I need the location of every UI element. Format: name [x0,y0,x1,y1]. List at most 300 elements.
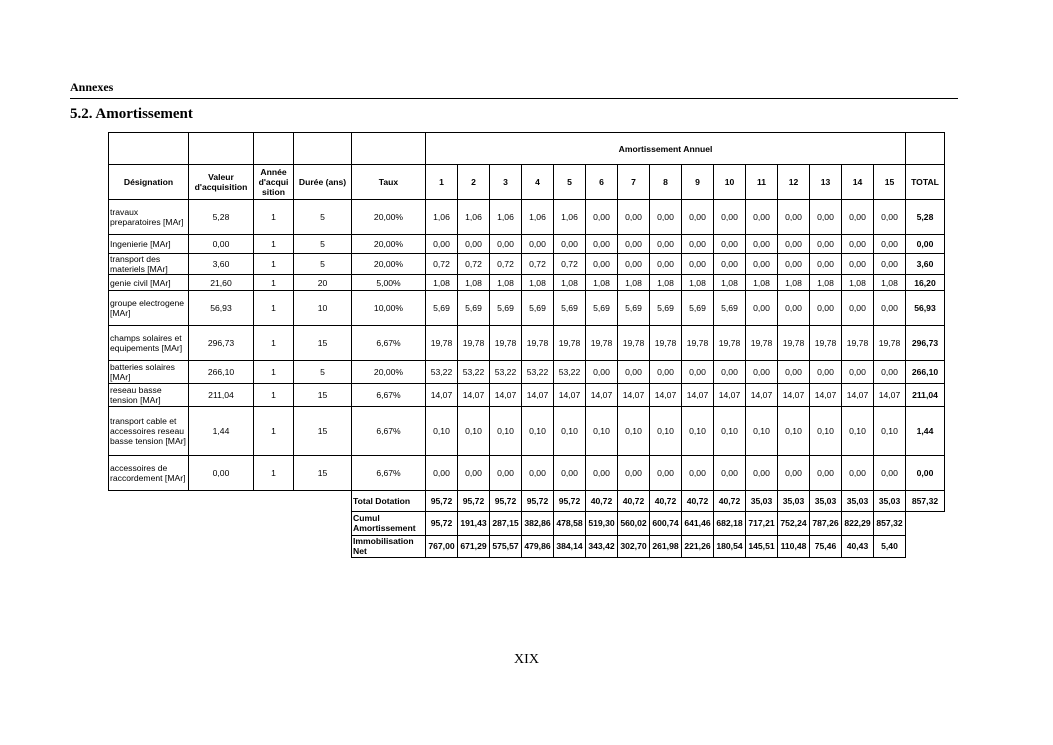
cell-year-value: 0,00 [874,235,906,254]
cell-year-value: 0,00 [586,235,618,254]
cell-year-value: 0,10 [778,407,810,456]
cell-year-value: 0,00 [810,361,842,384]
cell-year-value: 0,00 [618,254,650,275]
cell-taux: 6,67% [352,456,426,491]
table-row [109,456,945,491]
cell-year-value: 14,07 [874,384,906,407]
col-header-year: 5 [554,165,586,200]
col-header-year: 2 [458,165,490,200]
cell-year-value: 14,07 [810,384,842,407]
summary-value: 682,18 [714,511,746,535]
cell-year-value: 14,07 [778,384,810,407]
cell-year-value: 0,00 [842,361,874,384]
summary-label: Cumul Amortissement [352,511,426,535]
summary-empty-total [906,535,945,557]
cell-year-value: 1,08 [458,275,490,291]
summary-value: 35,03 [842,491,874,512]
col-header-year: 8 [650,165,682,200]
summary-value: 95,72 [490,491,522,512]
cell-annee: 1 [254,456,294,491]
cell-taux: 6,67% [352,407,426,456]
cell-year-value: 0,10 [682,407,714,456]
blank-header-cell [906,133,945,165]
group-header-row [109,133,945,165]
cell-year-value: 1,08 [842,275,874,291]
cell-year-value: 53,22 [426,361,458,384]
table-row [109,200,945,235]
col-header-taux: Taux [352,165,426,200]
cell-year-value: 0,00 [586,254,618,275]
col-header-year: 6 [586,165,618,200]
cell-year-value: 1,08 [810,275,842,291]
summary-value: 40,72 [714,491,746,512]
cell-year-value: 19,78 [810,326,842,361]
cell-year-value: 0,00 [874,200,906,235]
cell-year-value: 0,72 [554,254,586,275]
cell-year-value: 0,72 [522,254,554,275]
summary-value: 180,54 [714,535,746,557]
cell-year-value: 19,78 [618,326,650,361]
cell-year-value: 0,00 [426,456,458,491]
cell-valeur: 0,00 [189,456,254,491]
cell-year-value: 14,07 [746,384,778,407]
table-row [109,361,945,384]
cell-year-value: 0,00 [714,361,746,384]
cell-year-value: 0,10 [522,407,554,456]
cell-year-value: 0,00 [682,200,714,235]
cell-annee: 1 [254,254,294,275]
summary-value: 261,98 [650,535,682,557]
cell-designation: genie civil [MAr] [109,275,189,291]
summary-value: 35,03 [778,491,810,512]
cell-year-value: 5,69 [618,291,650,326]
cell-annee: 1 [254,291,294,326]
cell-year-value: 0,00 [842,254,874,275]
cell-year-value: 0,00 [682,254,714,275]
cell-year-value: 0,10 [746,407,778,456]
cell-year-value: 14,07 [490,384,522,407]
cell-year-value: 0,00 [426,235,458,254]
summary-value: 35,03 [746,491,778,512]
cell-year-value: 0,00 [554,456,586,491]
col-header-year: 9 [682,165,714,200]
cell-year-value: 0,00 [650,456,682,491]
blank-header-cell [352,133,426,165]
cell-year-value: 1,06 [458,200,490,235]
summary-value: 40,72 [586,491,618,512]
cell-annee: 1 [254,407,294,456]
cell-year-value: 1,08 [554,275,586,291]
cell-total: 56,93 [906,291,945,326]
cell-year-value: 0,00 [874,291,906,326]
cell-year-value: 0,72 [458,254,490,275]
cell-valeur: 211,04 [189,384,254,407]
cell-year-value: 19,78 [842,326,874,361]
col-header-year: 15 [874,165,906,200]
table-row [109,326,945,361]
cell-year-value: 0,00 [522,456,554,491]
cell-taux: 10,00% [352,291,426,326]
col-header-year: 13 [810,165,842,200]
summary-value: 40,72 [650,491,682,512]
summary-value: 145,51 [746,535,778,557]
cell-valeur: 21,60 [189,275,254,291]
cell-total: 16,20 [906,275,945,291]
cell-year-value: 1,06 [554,200,586,235]
cell-year-value: 0,00 [778,200,810,235]
cell-year-value: 1,08 [682,275,714,291]
col-header-designation: Désignation [109,165,189,200]
cell-year-value: 0,00 [554,235,586,254]
cell-year-value: 1,06 [490,200,522,235]
cell-valeur: 3,60 [189,254,254,275]
cell-year-value: 14,07 [586,384,618,407]
summary-value: 5,40 [874,535,906,557]
cell-duree: 5 [294,254,352,275]
cell-duree: 5 [294,200,352,235]
cell-valeur: 56,93 [189,291,254,326]
cell-year-value: 0,00 [650,235,682,254]
cell-duree: 5 [294,235,352,254]
cell-year-value: 0,00 [490,235,522,254]
col-header-valeur: Valeur d'acquisition [189,165,254,200]
cell-year-value: 1,08 [874,275,906,291]
cell-year-value: 14,07 [714,384,746,407]
cell-year-value: 0,00 [650,200,682,235]
cell-year-value: 1,08 [618,275,650,291]
cell-year-value: 0,72 [490,254,522,275]
cell-designation: transport cable et accessoires reseau basse tension [MAr] [109,407,189,456]
summary-value: 641,46 [682,511,714,535]
cell-year-value: 0,00 [778,254,810,275]
cell-duree: 5 [294,361,352,384]
cell-year-value: 0,10 [650,407,682,456]
cell-year-value: 19,78 [458,326,490,361]
cell-year-value: 14,07 [682,384,714,407]
summary-label: Immobilisation Net [352,535,426,557]
cell-taux: 6,67% [352,326,426,361]
cell-year-value: 0,00 [778,235,810,254]
col-header-year: 3 [490,165,522,200]
cell-year-value: 0,10 [618,407,650,456]
cell-year-value: 0,10 [554,407,586,456]
cell-taux: 20,00% [352,200,426,235]
blank-header-cell [294,133,352,165]
cell-year-value: 19,78 [778,326,810,361]
summary-value: 110,48 [778,535,810,557]
cell-year-value: 19,78 [586,326,618,361]
cell-annee: 1 [254,200,294,235]
summary-value: 822,29 [842,511,874,535]
cell-year-value: 0,10 [874,407,906,456]
cell-year-value: 19,78 [522,326,554,361]
cell-year-value: 14,07 [426,384,458,407]
summary-value: 95,72 [522,491,554,512]
cell-year-value: 0,00 [746,200,778,235]
running-header: Annexes [70,80,958,99]
col-header-year: 4 [522,165,554,200]
cell-taux: 20,00% [352,235,426,254]
cell-year-value: 0,10 [458,407,490,456]
page-number: XIX [514,652,539,667]
cell-year-value: 0,00 [874,361,906,384]
cell-annee: 1 [254,275,294,291]
cell-year-value: 0,00 [682,456,714,491]
cell-total: 211,04 [906,384,945,407]
summary-value: 382,86 [522,511,554,535]
summary-empty-total [906,511,945,535]
summary-value: 478,58 [554,511,586,535]
summary-value: 221,26 [682,535,714,557]
cell-year-value: 53,22 [554,361,586,384]
cell-year-value: 0,00 [458,456,490,491]
cell-taux: 20,00% [352,361,426,384]
blank-header-cell [189,133,254,165]
summary-value: 384,14 [554,535,586,557]
cell-year-value: 0,00 [618,235,650,254]
cell-year-value: 0,00 [778,291,810,326]
cell-designation: Ingenierie [MAr] [109,235,189,254]
col-header-year: 7 [618,165,650,200]
cell-year-value: 5,69 [714,291,746,326]
cell-annee: 1 [254,384,294,407]
cell-designation: travaux preparatoires [MAr] [109,200,189,235]
cell-year-value: 1,08 [426,275,458,291]
cell-year-value: 1,08 [586,275,618,291]
cell-year-value: 53,22 [490,361,522,384]
cell-year-value: 5,69 [682,291,714,326]
summary-value: 40,43 [842,535,874,557]
table-row [109,407,945,456]
cell-year-value: 0,00 [714,456,746,491]
cell-duree: 15 [294,384,352,407]
cell-year-value: 0,00 [746,254,778,275]
cell-total: 296,73 [906,326,945,361]
cell-year-value: 5,69 [650,291,682,326]
table-row [109,254,945,275]
amortization-table [108,132,945,558]
cell-year-value: 0,00 [778,361,810,384]
cell-year-value: 0,00 [714,200,746,235]
cell-year-value: 0,00 [618,456,650,491]
cell-year-value: 1,08 [522,275,554,291]
col-header-total: TOTAL [906,165,945,200]
section-title: 5.2. Amortissement [70,106,193,122]
cell-valeur: 1,44 [189,407,254,456]
cell-year-value: 53,22 [522,361,554,384]
cell-year-value: 53,22 [458,361,490,384]
summary-value: 35,03 [810,491,842,512]
cell-year-value: 0,00 [810,456,842,491]
cell-year-value: 1,08 [778,275,810,291]
cell-year-value: 19,78 [490,326,522,361]
cell-year-value: 0,00 [746,361,778,384]
cell-year-value: 19,78 [714,326,746,361]
cell-designation: batteries solaires [MAr] [109,361,189,384]
cell-year-value: 19,78 [426,326,458,361]
cell-annee: 1 [254,361,294,384]
cell-designation: transport des materiels [MAr] [109,254,189,275]
cell-valeur: 296,73 [189,326,254,361]
cell-taux: 6,67% [352,384,426,407]
cell-year-value: 0,00 [842,456,874,491]
summary-value: 302,70 [618,535,650,557]
cell-designation: champs solaires et equipements [MAr] [109,326,189,361]
cell-year-value: 1,08 [650,275,682,291]
table-row [109,384,945,407]
summary-value: 95,72 [458,491,490,512]
summary-value: 95,72 [426,491,458,512]
summary-value: 479,86 [522,535,554,557]
summary-value: 35,03 [874,491,906,512]
col-header-year: 14 [842,165,874,200]
cell-total: 1,44 [906,407,945,456]
cell-year-value: 0,00 [490,456,522,491]
cell-year-value: 0,00 [522,235,554,254]
cell-taux: 5,00% [352,275,426,291]
cell-duree: 15 [294,326,352,361]
cell-year-value: 0,00 [746,291,778,326]
cell-year-value: 14,07 [842,384,874,407]
cell-year-value: 0,10 [586,407,618,456]
cell-year-value: 0,00 [842,200,874,235]
summary-value: 575,57 [490,535,522,557]
summary-value: 40,72 [682,491,714,512]
cell-year-value: 1,08 [490,275,522,291]
table-row [109,235,945,254]
cell-year-value: 1,06 [522,200,554,235]
cell-year-value: 5,69 [458,291,490,326]
summary-value: 857,32 [874,511,906,535]
summary-value: 560,02 [618,511,650,535]
cell-duree: 20 [294,275,352,291]
summary-value: 191,43 [458,511,490,535]
summary-value: 767,00 [426,535,458,557]
cell-year-value: 19,78 [554,326,586,361]
col-header-year: 10 [714,165,746,200]
cell-designation: groupe electrogene [MAr] [109,291,189,326]
cell-year-value: 0,10 [842,407,874,456]
cell-year-value: 0,00 [842,291,874,326]
cell-year-value: 0,00 [874,254,906,275]
summary-row [109,511,945,535]
cell-year-value: 0,72 [426,254,458,275]
summary-value: 717,21 [746,511,778,535]
summary-label: Total Dotation [352,491,426,512]
cell-year-value: 19,78 [650,326,682,361]
cell-year-value: 0,00 [810,254,842,275]
cell-year-value: 0,00 [650,254,682,275]
cell-year-value: 0,00 [810,200,842,235]
col-header-duree: Durée (ans) [294,165,352,200]
blank-header-cell [109,133,189,165]
cell-year-value: 0,00 [842,235,874,254]
cell-year-value: 14,07 [458,384,490,407]
cell-year-value: 0,00 [810,235,842,254]
cell-year-value: 1,08 [714,275,746,291]
cell-total: 3,60 [906,254,945,275]
cell-year-value: 0,00 [650,361,682,384]
summary-spacer [109,535,352,557]
summary-value: 671,29 [458,535,490,557]
summary-value: 343,42 [586,535,618,557]
cell-year-value: 0,00 [458,235,490,254]
cell-year-value: 0,00 [682,361,714,384]
cell-year-value: 0,00 [874,456,906,491]
cell-year-value: 5,69 [554,291,586,326]
summary-spacer [109,491,352,512]
cell-year-value: 0,10 [490,407,522,456]
cell-year-value: 0,10 [714,407,746,456]
cell-taux: 20,00% [352,254,426,275]
cell-duree: 10 [294,291,352,326]
cell-annee: 1 [254,235,294,254]
cell-year-value: 5,69 [522,291,554,326]
summary-value: 40,72 [618,491,650,512]
summary-value: 519,30 [586,511,618,535]
summary-value: 287,15 [490,511,522,535]
cell-year-value: 0,10 [810,407,842,456]
summary-value: 95,72 [426,511,458,535]
cell-year-value: 0,00 [810,291,842,326]
cell-year-value: 19,78 [682,326,714,361]
cell-year-value: 19,78 [874,326,906,361]
cell-total: 0,00 [906,456,945,491]
cell-year-value: 0,00 [618,361,650,384]
cell-year-value: 0,00 [778,456,810,491]
cell-year-value: 5,69 [586,291,618,326]
cell-year-value: 0,00 [618,200,650,235]
table-row [109,291,945,326]
col-header-year: 12 [778,165,810,200]
cell-year-value: 14,07 [522,384,554,407]
summary-value: 787,26 [810,511,842,535]
cell-valeur: 266,10 [189,361,254,384]
cell-duree: 15 [294,456,352,491]
summary-value: 95,72 [554,491,586,512]
cell-year-value: 0,00 [714,254,746,275]
col-header-annee: Année d'acqui sition [254,165,294,200]
blank-header-cell [254,133,294,165]
cell-designation: reseau basse tension [MAr] [109,384,189,407]
cell-year-value: 0,00 [682,235,714,254]
summary-value: 600,74 [650,511,682,535]
annual-amortization-header: Amortissement Annuel [426,133,906,165]
summary-value: 752,24 [778,511,810,535]
cell-total: 266,10 [906,361,945,384]
cell-total: 5,28 [906,200,945,235]
cell-year-value: 5,69 [490,291,522,326]
cell-year-value: 1,06 [426,200,458,235]
column-header-row [109,165,945,200]
summary-total: 857,32 [906,491,945,512]
cell-year-value: 0,10 [426,407,458,456]
cell-duree: 15 [294,407,352,456]
summary-value: 75,46 [810,535,842,557]
cell-designation: accessoires de raccordement [MAr] [109,456,189,491]
cell-year-value: 0,00 [586,361,618,384]
cell-year-value: 0,00 [586,200,618,235]
cell-total: 0,00 [906,235,945,254]
col-header-year: 11 [746,165,778,200]
cell-year-value: 1,08 [746,275,778,291]
cell-year-value: 0,00 [746,235,778,254]
cell-year-value: 0,00 [746,456,778,491]
cell-annee: 1 [254,326,294,361]
cell-year-value: 5,69 [426,291,458,326]
cell-year-value: 0,00 [586,456,618,491]
summary-row [109,491,945,512]
